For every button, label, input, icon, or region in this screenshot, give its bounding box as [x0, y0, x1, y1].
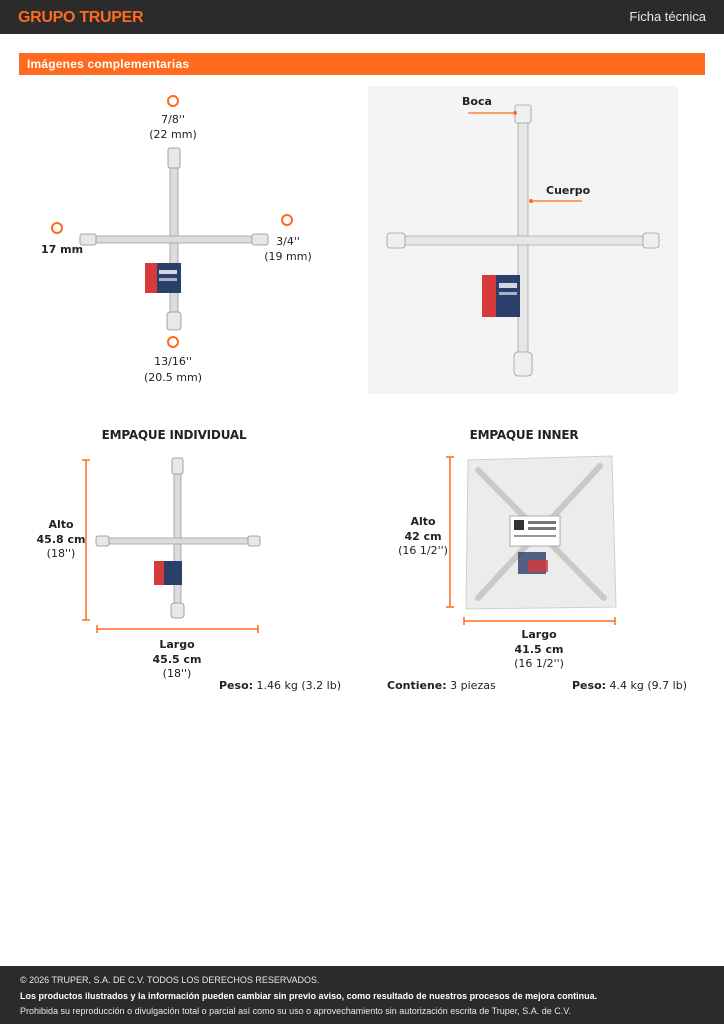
individual-alto-in: (18''): [46, 547, 76, 560]
inner-contiene-value: 3 piezas: [450, 679, 496, 692]
individual-alto-cm: 45.8 cm: [36, 533, 86, 546]
top-mm-label: (22 mm): [149, 128, 197, 141]
individual-peso-value: 1.46 kg (3.2 lb): [256, 679, 341, 692]
individual-largo-label: Largo: [159, 638, 195, 651]
inner-contents: [387, 679, 496, 693]
right-size-label: 3/4'': [276, 235, 300, 248]
callout-cuerpo: Cuerpo: [546, 184, 591, 197]
individual-package-title: EMPAQUE INDIVIDUAL: [101, 428, 247, 442]
page-footer: [0, 966, 724, 1024]
inner-largo-label: Largo: [521, 628, 557, 641]
inner-alto-in: (16 1/2''): [398, 544, 448, 557]
bottom-size-label: 13/16'': [154, 355, 192, 368]
right-mm-label: (19 mm): [264, 250, 312, 263]
individual-largo-in: (18''): [162, 667, 192, 680]
individual-alto-label: Alto: [48, 518, 74, 531]
inner-largo-cm: 41.5 cm: [514, 643, 564, 656]
inner-alto-cm: 42 cm: [404, 530, 442, 543]
individual-peso-label: Peso:: [219, 679, 254, 692]
callout-boca: Boca: [462, 95, 492, 108]
footer-notice: Los productos ilustrados y la información pueden cambiar sin previo aviso, como resultado de nuestros procesos de mejora continua.: [20, 991, 598, 1001]
top-size-label: 7/8'': [161, 113, 185, 126]
bottom-mm-label: (20.5 mm): [143, 371, 203, 384]
inner-largo-in: (16 1/2''): [514, 657, 564, 670]
section-title: Imágenes complementarias: [27, 57, 190, 71]
inner-peso-label: Peso:: [572, 679, 607, 692]
individual-largo-cm: 45.5 cm: [152, 653, 202, 666]
left-size-label: 17 mm: [41, 243, 84, 256]
inner-alto-label: Alto: [410, 515, 436, 528]
footer-copyright: © 2026 TRUPER, S.A. DE C.V. TODOS LOS DERECHOS RESERVADOS.: [20, 975, 320, 985]
inner-weight: [572, 679, 687, 693]
inner-peso-value: 4.4 kg (9.7 lb): [609, 679, 687, 692]
document-type: Ficha técnica: [629, 9, 706, 24]
inner-contiene-label: Contiene:: [387, 679, 447, 692]
brand-logo: GRUPO TRUPER: [18, 9, 144, 26]
inner-package-title: EMPAQUE INNER: [469, 428, 579, 442]
footer-prohibition: Prohibida su reproducción o divulgación total o parcial así como su uso o aprovechamiento sin autorización escrita de Truper, S.A. de C.V.: [20, 1006, 571, 1016]
